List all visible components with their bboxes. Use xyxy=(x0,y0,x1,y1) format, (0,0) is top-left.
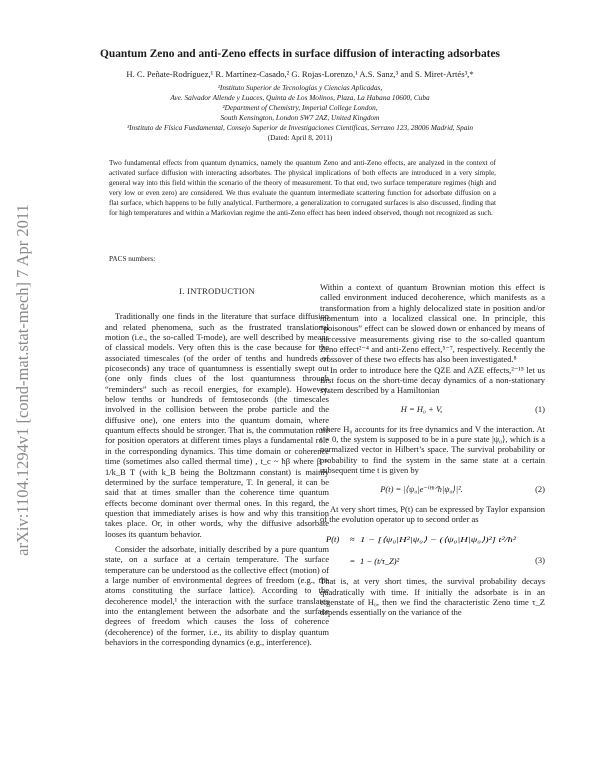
body-paragraph: Within a context of quantum Brownian motion this effect is called environment induced decoherence, which manifests as a transformation from a highly delocalized state in position and/or momentum into a localized classical one. In principle, this “poisonous” effect can be slowed down or enhanced by means of successive measurements giving rise to the so-called quantum Zeno effect²⁻⁴ and anti-Zeno effect,⁵⁻⁷, respectively. Recently the crossover of these two effects has also been investigated.⁸ xyxy=(320,282,545,365)
body-paragraph: At very short times, P(t) can be expressed by Taylor expansion of the evolution operator up to second order as xyxy=(320,503,545,524)
equation-number: (2) xyxy=(535,483,545,494)
body-paragraph: Consider the adsorbate, initially described by a pure quantum state, on a surface at a certain temperature. The surface temperature can be understood as the collective effect (motion) of a large number of environmental degrees of freedom (e.g., the atoms constituting the surface lattice). According to the decoherence model,¹ the interaction with the surface translates into the entanglement between the adsorbate and the surface degrees of freedom which causes the loss of coherence (decoherence) of the former, i.e., its ability to display quantum behaviors in the corresponding dynamics (e.g., interference). xyxy=(105,543,329,647)
eq3-rel2: = xyxy=(350,556,355,567)
arxiv-stamp-svg xyxy=(4,130,38,630)
affiliation-line: South Kensington, London SW7 2AZ, United Kingdom xyxy=(220,112,380,122)
body-paragraph: where H₀ accounts for its free dynamics and V the interaction. At t = 0, the system is supposed to be in a pure state |ψ₀⟩, which is a normalized vector in Hilbert’s space. The survival probability or probability to find the system in the same state at a certain subsequent time t is given by xyxy=(320,423,545,476)
affiliations xyxy=(30,83,570,142)
author-list: H. C. Peñate-Rodríguez,¹ R. Martínez-Casado,² G. Rojas-Lorenzo,¹ A.S. Sanz,³ and S. Miret-Artés³,* xyxy=(126,69,474,79)
affiliation-line: ²Department of Chemistry, Imperial College London, xyxy=(222,102,378,112)
abstract: Two fundamental effects from quantum dynamics, namely the quantum Zeno and anti-Zeno effects, are analyzed in the context of activated surface diffusion with interacting adsorbates. The physical implications of both effects are introduced in a very simple, general way into this field within the scenario of the theory of measurement. To that end, two surface temperature regimes (high and very low or even zero) are considered. We thus evaluate the quantum intermediate scattering function for adsorbate diffusion on a flat surface, which happens to be fully analytical. Furthermore, a generalization to corrugated surfaces is also discussed, finding that for high temperatures and within a Markovian regime the anti-Zeno effect has been indeed observed, though not recognized as such. xyxy=(109,159,496,217)
date-line: (Dated: April 8, 2011) xyxy=(267,132,333,142)
affiliation-line: ³Instituto de Física Fundamental, Consejo Superior de Investigaciones Científicas, Serrano 123, 28006 Madrid, Spain xyxy=(126,122,474,132)
equation-number: (1) xyxy=(535,403,545,414)
eq3-rel1: ≈ xyxy=(350,534,355,545)
equation-number: (3) xyxy=(535,555,545,566)
equation-1 xyxy=(320,400,545,420)
section-heading: I. INTRODUCTION xyxy=(179,286,255,296)
pacs-numbers: PACS numbers: xyxy=(109,255,156,263)
body-paragraph: Traditionally one finds in the literature that surface diffusion and related phenomena, such as the frustrated translational motion (i.e., the so-called T-mode), are well described by means of classical models. Very often this is the case because for the associated timescales (of the order of tenths and hundreds of picoseconds) any trace of quantumness is essentially swept out (one only finds clues of the lost quantumness through “reminders” such as recoil energies, for example). However, below tenths or hundreds of femtoseconds (the timescales involved in the collision between the probe particle and the diffusive one), one enters into the quantum domain, where quantum effects should be stronger. That is, the commutation rule for position operators at different times plays a fundamental role in the corresponding dynamics. This time domain or coherence time (sometimes also called thermal time) , t_c ~ ħβ where β = 1/k_B T (with k_B being the Boltzmann constant) is mainly determined by the surface temperature, T. In general, it can be said that at times smaller than the coherence time quantum effects become dominant over thermal ones. In this regard, the question that immediately arises is how and why this transition takes place. Or, in other words, why the diffusive adsorbate looses its quantum behavior. xyxy=(105,311,329,539)
left-column xyxy=(105,282,329,647)
equation-expression: H = H₀ + V, xyxy=(400,403,443,414)
arxiv-identifier-stamp xyxy=(4,130,38,630)
equation-2 xyxy=(320,480,545,500)
body-paragraph: That is, at very short times, the survival probability decays quadratically with time. If initially the adsorbate is in an eigenstate of H₀, then we find the characteristic Zeno time τ_Z depends essentially on the variance of the xyxy=(320,576,545,618)
paper-title: Quantum Zeno and anti-Zeno effects in surface diffusion of interacting adsorbates xyxy=(100,48,500,60)
body-paragraph: In order to introduce here the QZE and AZE effects,²⁻¹⁵ let us first focus on the short-time decay dynamics of a non-stationary system described by a Hamiltonian xyxy=(320,364,545,396)
equation-expression: P(t) = |⟨ψ₀|e⁻ⁱᴴᵗᐟħ|ψ₀⟩|². xyxy=(380,483,463,494)
eq3-lhs: P(t) xyxy=(326,534,340,545)
equation-3-svg xyxy=(320,528,520,572)
equation-3 xyxy=(320,528,545,572)
eq3-line1-rhs: 1 − [⟨ψ₀|H²|ψ₀⟩ − (⟨ψ₀|H|ψ₀⟩)²] t²/ħ² xyxy=(360,535,517,545)
affiliation-line: ¹Instituto Superior de Tecnologías y Ciencias Aplicadas, xyxy=(217,83,383,92)
eq3-line2-rhs: 1 − (t/τ_Z)² xyxy=(360,556,400,567)
right-column xyxy=(320,282,545,618)
affiliation-line: Ave. Salvador Allende y Luaces, Quinta de Los Molinos, Plaza, La Habana 10600, Cuba xyxy=(170,92,430,102)
arxiv-stamp-text: arXiv:1104.1294v1 [cond-mat.stat-mech] 7 Apr 2011 xyxy=(13,204,32,556)
